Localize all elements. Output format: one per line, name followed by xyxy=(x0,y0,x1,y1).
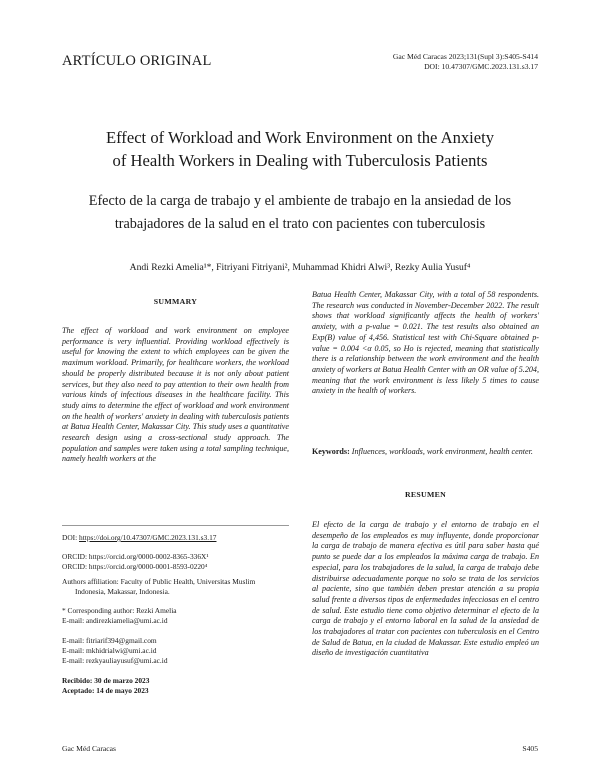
email-3: E-mail: rezkyauliayusuf@umi.ac.id xyxy=(62,656,168,666)
orcid-2: ORCID: https://orcid.org/0000-0001-8593-0220⁴ xyxy=(62,562,208,572)
doi-ref: DOI: 10.47307/GMC.2023.131.s3.17 xyxy=(424,62,538,71)
email-2: E-mail: mkhidrialwi@umi.ac.id xyxy=(62,646,157,656)
title-line-1: Effect of Workload and Work Environment on the Anxiety xyxy=(105,128,495,147)
divider xyxy=(62,525,289,526)
corresponding-author: * Corresponding author: Rezki Amelia xyxy=(62,606,177,615)
doi-link[interactable]: https://doi.org/10.47307/GMC.2023.131.s3.17 xyxy=(79,533,217,542)
affiliation-2: Indonesia, Makassar, Indonesia. xyxy=(75,587,170,597)
subtitle-line-1: Efecto de la carga de trabajo y el ambiente de trabajo en la ansiedad de los xyxy=(88,193,512,209)
journal-citation xyxy=(393,52,538,72)
article-subtitle xyxy=(40,190,560,236)
keywords-text: Influences, workloads, work environment, health center. xyxy=(349,447,533,456)
orcid-1: ORCID: https://orcid.org/0000-0002-8365-336X¹ xyxy=(62,552,209,561)
keywords xyxy=(312,447,539,458)
page-number: S405 xyxy=(522,744,538,753)
doi-line xyxy=(62,533,292,543)
journal-ref: Gac Méd Caracas 2023;131(Supl 3):S405-S414 xyxy=(392,52,538,61)
resumen-text: El efecto de la carga de trabajo y el entorno de trabajo en el desempeño de los empleados es muy influyente, donde proporcionar la carga de trabajo de manera efectiva es útil para saber hasta qué punto se puede dar a los empleados la máxima carga de trabajo. En especial, para los trabajadores de la salud, la carga de trabajo debe distribuirse adecuadamente porque no solo se trata de los servicios al paciente, sino que también deben prestar atención a su propia salud frente a diversos tipos de enfermedades infecciosas en el centro de salud. Este estudio tiene como objetivo determinar el efecto de la carga de trabajo y el entorno laboral en la salud de la ansiedad de los trabajadores al tratar con pacientes con tuberculosis en el Centro de Salud de Batua, en la ciudad de Makassar. Este estudio empleó un diseño de investigación cuantitativa xyxy=(312,520,539,658)
accepted-date: Aceptado: 14 de mayo 2023 xyxy=(62,686,149,696)
orcid-block xyxy=(62,552,292,572)
footer-journal: Gac Méd Caracas xyxy=(62,744,116,753)
received-date: Recibido: 30 de marzo 2023 xyxy=(62,676,150,685)
title-line-2: of Health Workers in Dealing with Tuberculosis Patients xyxy=(112,151,488,170)
resumen-heading: RESUMEN xyxy=(404,490,447,499)
corresponding-email: E-mail: andirezkiamelia@umi.ac.id xyxy=(62,616,168,626)
keywords-label: Keywords: xyxy=(312,447,350,456)
affiliation-block xyxy=(62,577,292,597)
author-list: Andi Rezki Amelia¹*, Fitriyani Fitriyani², Muhammad Khidri Alwi³, Rezky Aulia Yusuf⁴ xyxy=(129,262,471,273)
email-1: E-mail: fitriarif394@gmail.com xyxy=(62,636,157,645)
article-title xyxy=(40,126,560,172)
summary-text-right: Batua Health Center, Makassar City, with a total of 58 respondents. The research was conducted in November-December 2022. The result shows that workload significantly affects the health of workers' anxiety, with a p-value = 0.021. The test results also obtained an Exp(B) value of 4,456. Statistical test with Chi-Square obtained p-value = 0.004 <α 0.05, so Ho is rejected, meaning that statistically there is a relationship between the work environment and the health anxiety of workers at Batua Health Center with an OR value of 5.204, meaning that the work environment is less likely 5 times to cause anxiety in the health of workers. xyxy=(312,290,539,396)
section-label: ARTÍCULO ORIGINAL xyxy=(62,53,212,69)
summary-heading: SUMMARY xyxy=(153,297,198,306)
affiliation-1: Authors affiliation: Faculty of Public Health, Universitas Muslim xyxy=(62,577,256,586)
doi-label: DOI: xyxy=(62,533,80,542)
dates-block xyxy=(62,676,292,696)
email-block xyxy=(62,636,292,667)
summary-text-left: The effect of workload and work environment on employee performance is very influential. Providing workload effectively is useful for knowing the extent to which employees can be given the maximum workload. Primarily, for healthcare workers, the workload should be properly distributed because it is not only about patient services, but they also need to pay attention to their own health from various kinds of infectious diseases in the healthcare facility. This study aims to determine the effect of workload and work environment on the health of workers' anxiety in dealing with tuberculosis patients at Batua Health Center, Makassar City. This study uses a quantitative research design using a cross-sectional study approach. The population and samples were taken using a total sampling technique, namely health workers at the xyxy=(62,326,289,464)
corresponding-block xyxy=(62,606,292,626)
subtitle-line-2: trabajadores de la salud en el trato con pacientes con tuberculosis xyxy=(114,216,486,232)
